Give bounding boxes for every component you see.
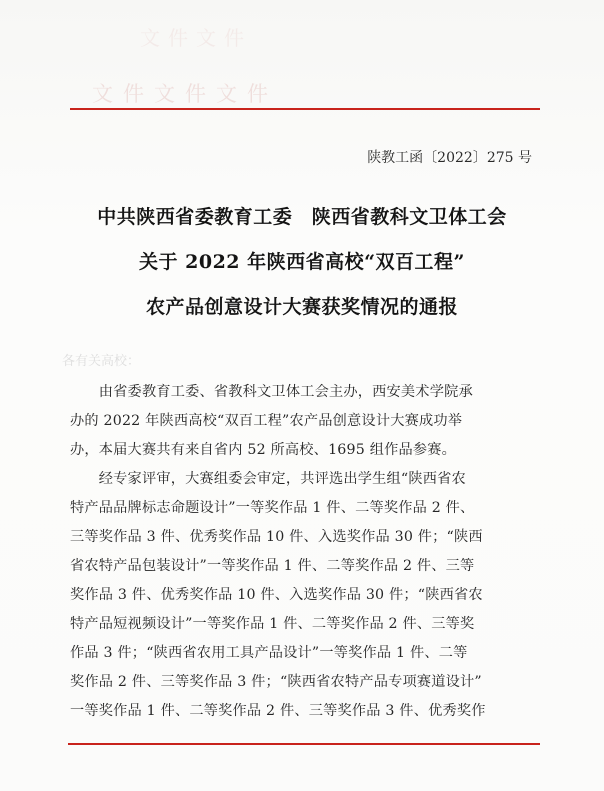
body-line: 特产品品牌标志命题设计”一等奖作品 1 件、二等奖作品 2 件、 [70, 500, 475, 516]
body-line: 省农特产品包装设计”一等奖作品 1 件、二等奖作品 2 件、三等 [70, 558, 475, 574]
body-line: 奖作品 3 件、优秀奖作品 10 件、入选奖作品 30 件；“陕西省农 [70, 587, 483, 603]
title-line-2: 关于 2022 年陕西省高校“双百工程” [139, 251, 465, 273]
body-line: 办，本届大赛共有来自省内 52 所高校、1695 组作品参赛。 [70, 442, 457, 458]
header-red-rule [70, 108, 540, 110]
body-line: 办的 2022 年陕西高校“双百工程”农产品创意设计大赛成功举 [70, 413, 463, 429]
bleed-through-text: 各有关高校： [62, 354, 141, 369]
body-line: 经专家评审，大赛组委会审定，共评选出学生组“陕西省农 [70, 471, 466, 487]
title-line-1: 中共陕西省委教育工委 陕西省教科文卫体工会 [97, 206, 507, 228]
body-line: 由省委教育工委、省教科文卫体工会主办，西安美术学院承 [70, 384, 473, 400]
bleed-through-header-faint: 文件文件 [140, 26, 252, 50]
body-line: 作品 3 件；“陕西省农用工具产品设计”一等奖作品 1 件、二等 [70, 645, 468, 661]
bleed-through-header: 文件文件文件 [92, 82, 278, 106]
document-number: 陕教工函〔2022〕275 号 [367, 150, 532, 166]
body-line: 特产品短视频设计”一等奖作品 1 件、二等奖作品 2 件、三等奖 [70, 616, 475, 632]
body-line: 奖作品 2 件、三等奖作品 3 件；“陕西省农特产品专项赛道设计” [70, 674, 482, 690]
title-line-3: 农产品创意设计大赛获奖情况的通报 [145, 296, 458, 318]
footer-red-rule [68, 743, 540, 745]
body-line: 一等奖作品 1 件、二等奖作品 2 件、三等奖作品 3 件、优秀奖作 [70, 703, 486, 719]
body-line: 三等奖作品 3 件、优秀奖作品 10 件、入选奖作品 30 件；“陕西 [70, 529, 483, 545]
